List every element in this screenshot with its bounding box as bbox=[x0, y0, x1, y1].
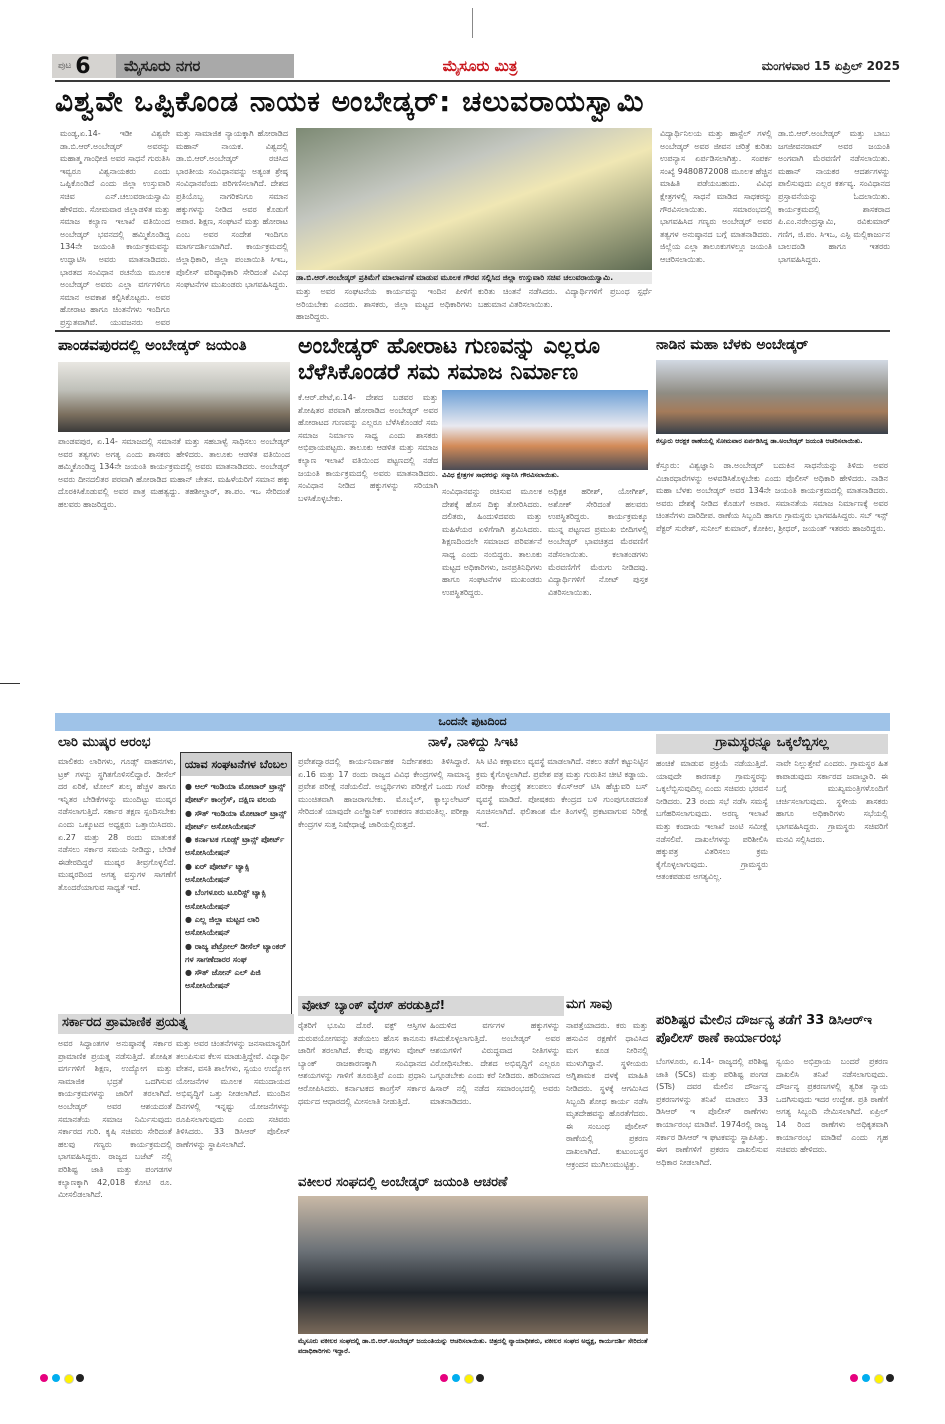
magenta-dot bbox=[850, 1374, 858, 1382]
magenta-dot bbox=[440, 1374, 448, 1382]
section-title: ಮೈಸೂರು ನಗರ bbox=[116, 54, 294, 78]
list-item: ● ಬೆಂಗಳೂರು ಟೂರಿಸ್ಟ್ ಟ್ಯಾಕ್ಸಿ ಅಸೋಸಿಯೇಷನ್ bbox=[185, 886, 287, 913]
magenta-dot bbox=[40, 1374, 48, 1382]
naadina-photo-caption: ಕೆಸ್ತೂರು ಆರಕ್ಷಕ ಠಾಣೆಯಲ್ಲಿ ಸೋಮವಾರ ಏರ್ಪಡಿಸಿದ್ದ ಡಾ.ಅಂಬೇಡ್ಕರ್ ಜಯಂತಿ ಆಚರಿಸಲಾಯಿತು. bbox=[656, 437, 863, 445]
center-column-1: ಕೆ.ಆರ್.ಪೇಟೆ,ಏ.14- ದೇಶದ ಬಡವರ ಮತ್ತು ಶೋಷಿತರ ಪರವಾಗಿ ಹೋರಾಡಿದ ಅಂಬೇಡ್ಕರ್ ಅವರ ಹೋರಾಟದ ಗುಣವನ್ನು ಎಲ್ಲರೂ ಬೆಳೆಸಿಕೊಂಡರೆ ಸಮ ಸಮಾಜ ನಿರ್ಮಾಣ ಸಾಧ್ಯ ಎಂದು ಶಾಸಕರು ಅಭಿಪ್ರಾಯಪಟ್ಟರು. ತಾಲೂಕು ಆಡಳಿತ ಮತ್ತು ಸಮಾಜ ಕಲ್ಯಾಣ ಇಲಾಖೆ ವತಿಯಿಂದ ಪಟ್ಟಣದಲ್ಲಿ ನಡೆದ ಜಯಂತಿ ಕಾರ್ಯಕ್ರಮದಲ್ಲಿ ಅವರು ಮಾತನಾಡಿದರು. ಸಂವಿಧಾನ ನೀಡಿದ ಹಕ್ಕುಗಳನ್ನು ಸರಿಯಾಗಿ ಬಳಸಿಕೊಳ್ಳಬೇಕು. bbox=[298, 393, 438, 503]
lorry-text: ಮಾಲಿಕರು ಲಾರಿಗಳು, ಗೂಡ್ಸ್ ವಾಹನಗಳು, ಟ್ರಕ್ ಗಳನ್ನು ಸ್ಥಗಿತಗೊಳಿಸಲಿದ್ದಾರೆ. ಡೀಸೆಲ್ ದರ ಏರಿಕೆ, ಟೋಲ್ ಶುಲ್ಕ ಹೆಚ್ಚಳ ಹಾಗೂ ಇನ್ನಿತರ ಬೇಡಿಕೆಗಳನ್ನು ಮುಂದಿಟ್ಟು ಮುಷ್ಕರ ನಡೆಸಲಾಗುತ್ತಿದೆ. ಸರ್ಕಾರ ತಕ್ಷಣ ಸ್ಪಂದಿಸಬೇಕು ಎಂದು ಒಕ್ಕೂಟದ ಅಧ್ಯಕ್ಷರು ಒತ್ತಾಯಿಸಿದರು. ಏ.27 ಮತ್ತು 28 ರಂದು ಮಾತುಕತೆ ನಡೆಸಲು ಸರ್ಕಾರ ಸಮಯ ನೀಡಿದ್ದು, ಬೇಡಿಕೆ ಈಡೇರದಿದ್ದರೆ ಮುಷ್ಕರ ತೀವ್ರಗೊಳ್ಳಲಿದೆ. ಮುಷ್ಕರದಿಂದ ಅಗತ್ಯ ವಸ್ತುಗಳ ಸಾಗಣೆಗೆ ತೊಂದರೆಯಾಗುವ ಸಾಧ್ಯತೆ ಇದೆ. bbox=[58, 757, 176, 892]
lorry-headline: ಲಾರಿ ಮುಷ್ಕರ ಆರಂಭ bbox=[58, 735, 151, 750]
registration-dots-right bbox=[850, 1374, 910, 1386]
govt-column-2: ಮತ್ತು ಅವರ ಚಿಂತನೆಗಳನ್ನು ಜನಸಾಮಾನ್ಯರಿಗೆ ತಲುಪಿಸುವ ಕೆಲಸ ಮಾಡುತ್ತಿದ್ದೇವೆ. ವಿದ್ಯಾರ್ಥಿ ವೇತನ, ವಸತಿ ಶಾಲೆಗಳು, ಸ್ವಯಂ ಉದ್ಯೋಗ ಯೋಜನೆಗಳ ಮೂಲಕ ಸಮುದಾಯದ ಅಭಿವೃದ್ಧಿಗೆ ಒತ್ತು ನೀಡಲಾಗಿದೆ. ಮುಂದಿನ ದಿನಗಳಲ್ಲಿ ಇನ್ನಷ್ಟು ಯೋಜನೆಗಳನ್ನು ರೂಪಿಸಲಾಗುವುದು ಎಂದು ಸಚಿವರು ತಿಳಿಸಿದರು. 33 ಡಿಸಿಆರ್ ಪೊಲೀಸ್ ಠಾಣೆಗಳನ್ನು ಸ್ಥಾಪಿಸಲಾಗಿದೆ. bbox=[176, 1039, 290, 1149]
naadina-headline: ನಾಡಿನ ಮಹಾ ಬೆಳಕು ಅಂಬೇಡ್ಕರ್ bbox=[656, 337, 809, 353]
margin-mark bbox=[0, 683, 20, 684]
center-photo bbox=[442, 390, 648, 470]
center-headline: ಅಂಬೇಡ್ಕರ್ ಹೋರಾಟ ಗುಣವನ್ನು ಎಲ್ಲರೂ ಬೆಳೆಸಿಕೊಂಡರೆ ಸಮ ಸಮಾಜ ನಿರ್ಮಾಣ bbox=[298, 334, 601, 385]
villagers-headline: ಗ್ರಾಮಸ್ಥರನ್ನೂ ಒಕ್ಕಲೆಬ್ಬಿಸಲ್ಲ bbox=[656, 734, 888, 754]
list-item: ● ರಾಜ್ಯ ಪೆಟ್ರೋಲ್ ಡೀಸೆಲ್ ಟ್ಯಾಂಕರ್ ಗಳ ಸಾಗಣೆದಾರರ ಸಂಘ bbox=[185, 940, 287, 967]
dcre-column-2: ಸ್ವಯಂ ಅಭಿಪ್ರಾಯ ಬಂದರೆ ಪ್ರಕರಣ ದಾಖಲಿಸಿ ತನಿಖೆ ನಡೆಸಲಾಗುವುದು. ದೌರ್ಜನ್ಯ ಪ್ರಕರಣಗಳಲ್ಲಿ ತ್ವರಿತ ನ್ಯಾಯ ಒದಗಿಸುವುದು ಇದರ ಉದ್ದೇಶ. ಪ್ರತಿ ಠಾಣೆಗೆ ಅಗತ್ಯ ಸಿಬ್ಬಂದಿ ನೇಮಿಸಲಾಗಿದೆ. ಏಪ್ರಿಲ್ 14 ರಿಂದ ಠಾಣೆಗಳು ಅಧಿಕೃತವಾಗಿ ಕಾರ್ಯಾರಂಭ ಮಾಡಿವೆ ಎಂದು ಗೃಹ ಸಚಿವರು ಹೇಳಿದರು. bbox=[776, 1057, 888, 1155]
black-dot bbox=[886, 1374, 894, 1382]
cyan-dot bbox=[862, 1374, 870, 1382]
center-column-3: ಅಧಿಕ್ಷಕ ಹರೀಶ್, ಯೋಗೀಶ್, ಅಶೋಕ್ ಸೇರಿದಂತೆ ಹಲವರು ಉಪಸ್ಥಿತರಿದ್ದರು. ಕಾರ್ಯಕ್ರಮಕ್ಕೂ ಮುನ್ನ ಪಟ್ಟಣದ ಪ್ರಮುಖ ಬೀದಿಗಳಲ್ಲಿ ಅಂಬೇಡ್ಕರ್ ಭಾವಚಿತ್ರದ ಮೆರವಣಿಗೆ ನಡೆಸಲಾಯಿತು. ಕಲಾತಂಡಗಳು ಮೆರವಣಿಗೆಗೆ ಮೆರುಗು ನೀಡಿದವು. ವಿದ್ಯಾರ್ಥಿಗಳಿಗೆ ನೋಟ್ ಪುಸ್ತಕ ವಿತರಿಸಲಾಯಿತು. bbox=[548, 487, 648, 597]
govt-headline: ಸರ್ಕಾರದ ಪ್ರಾಮಾಣಿಕ ಪ್ರಯತ್ನ bbox=[58, 1014, 294, 1034]
list-item: ● ಆಲ್ ಇಂಡಿಯಾ ಮೋಟಾರ್ ಟ್ರಾನ್ಸ್ ಪೋರ್ಟ್ ಕಾಂಗ್ರೆಸ್, ದಕ್ಷಿಣ ವಲಯ bbox=[185, 780, 287, 807]
continued-band: ಒಂದನೇ ಪುಟದಿಂದ bbox=[55, 713, 890, 731]
page-number: 6 bbox=[75, 54, 91, 78]
cet-headline: ನಾಳೆ, ನಾಳಿದ್ದು ಸಿಇಟಿ bbox=[428, 735, 518, 750]
page-label: ಪುಟ bbox=[58, 61, 72, 71]
support-box-title: ಯಾವ ಸಂಘಟನೆಗಳ ಬೆಂಬಲ bbox=[181, 753, 291, 776]
lawyers-headline: ವಕೀಲರ ಸಂಘದಲ್ಲಿ ಅಂಬೇಡ್ಕರ್ ಜಯಂತಿ ಆಚರಣೆ bbox=[298, 1175, 508, 1190]
lead-under-photo-left: ಮತ್ತು ಅವರ ಸಂಘಟನೆಯ ಕಾರ್ಯವನ್ನು ಇಂದಿನ ಪೀಳಿಗೆ ಅರಿಯಬೇಕು ಎಂದರು. ಶಾಸಕರು, ಜಿಲ್ಲಾ ಮಟ್ಟದ ಅಧಿಕಾರಿಗಳು ಹಾಜರಿದ್ದರು. bbox=[296, 287, 472, 322]
section-rule bbox=[55, 330, 890, 332]
list-item: ● ಏರ್ ಪೋರ್ಟ್ ಟ್ಯಾಕ್ಸಿ ಅಸೋಸಿಯೇಷನ್ bbox=[185, 860, 287, 887]
votebank-column-2: ಹಿಂದುಳಿದ ವರ್ಗಗಳ ಹಕ್ಕುಗಳನ್ನು ಕಸಿದುಕೊಳ್ಳಲಾಗುತ್ತಿದೆ. ಅಂಬೇಡ್ಕರ್ ಅವರ ಆಶಯಗಳಿಗೆ ವಿರುದ್ಧವಾದ ನೀತಿಗಳನ್ನು ವಿರೋಧಿಸಬೇಕು. ದೇಶದ ಅಭಿವೃದ್ಧಿಗೆ ಎಲ್ಲರೂ ಒಗ್ಗೂಡಬೇಕು ಎಂದು ಕರೆ ನೀಡಿದರು. ಹರಿಯಾಣದ ಹಿಸಾರ್ ನಲ್ಲಿ ನಡೆದ ಸಮಾರಂಭದಲ್ಲಿ ಅವರು ಮಾತನಾಡಿದರು. bbox=[430, 1021, 560, 1106]
villagers-column-2: ನಾವೇ ನಿಲ್ಲುತ್ತೇವೆ ಎಂದರು. ಗ್ರಾಮಸ್ಥರ ಹಿತ ಕಾಪಾಡುವುದು ಸರ್ಕಾರದ ಜವಾಬ್ದಾರಿ. ಈ ಬಗ್ಗೆ ಮುಖ್ಯಮಂತ್ರಿಗಳೊಂದಿಗೆ ಚರ್ಚಿಸಲಾಗುವುದು. ಸ್ಥಳೀಯ ಶಾಸಕರು ಹಾಗೂ ಅಧಿಕಾರಿಗಳು ಸಭೆಯಲ್ಲಿ ಭಾಗವಹಿಸಿದ್ದರು. ಗ್ರಾಮಸ್ಥರು ಸಚಿವರಿಗೆ ಮನವಿ ಸಲ್ಲಿಸಿದರು. bbox=[776, 759, 888, 844]
lead-photo-caption: ಡಾ.ಬಿ.ಆರ್.ಅಂಬೇಡ್ಕರ್ ಪ್ರತಿಮೆಗೆ ಮಾಲಾರ್ಪಣೆ ಮಾಡುವ ಮೂಲಕ ಗೌರವ ಸಲ್ಲಿಸಿದ ಜಿಲ್ಲಾ ಉಸ್ತುವಾರಿ ಸಚಿವ ಚಲುವರಾಯಸ್ವಾಮಿ. bbox=[296, 272, 652, 284]
registration-dots-center bbox=[440, 1374, 500, 1386]
black-dot bbox=[476, 1374, 484, 1382]
list-item: ● ಎಲ್ಲ ಜಿಲ್ಲಾ ಮಟ್ಟದ ಲಾರಿ ಅಸೋಸಿಯೇಷನ್ bbox=[185, 913, 287, 940]
lead-photo bbox=[296, 128, 652, 270]
lead-column-2: ಮತ್ತು ಸಾಮಾಜಿಕ ನ್ಯಾಯಕ್ಕಾಗಿ ಹೋರಾಡಿದ ಮಹಾನ್ ನಾಯಕ. ವಿಶ್ವದಲ್ಲಿ ಡಾ.ಬಿ.ಆರ್.ಅಂಬೇಡ್ಕರ್ ರಚಿಸಿದ ಭಾರತೀಯ ಸಂವಿಧಾನವನ್ನು ಅತ್ಯಂತ ಶ್ರೇಷ್ಠ ಸಂವಿಧಾನವೆಂದು ಪರಿಗಣಿಸಲಾಗಿದೆ. ದೇಶದ ಪ್ರತಿಯೊಬ್ಬ ನಾಗರಿಕನಿಗೂ ಸಮಾನ ಹಕ್ಕುಗಳನ್ನು ನೀಡಿದ ಅವರ ಕೊಡುಗೆ ಅಪಾರ. ಶಿಕ್ಷಣ, ಸಂಘಟನೆ ಮತ್ತು ಹೋರಾಟ ಎಂಬ ಅವರ ಸಂದೇಶ ಇಂದಿಗೂ ಮಾರ್ಗದರ್ಶಿಯಾಗಿದೆ. ಕಾರ್ಯಕ್ರಮದಲ್ಲಿ ಜಿಲ್ಲಾಧಿಕಾರಿ, ಜಿಲ್ಲಾ ಪಂಚಾಯಿತಿ ಸಿಇಒ, ಪೊಲೀಸ್ ವರಿಷ್ಠಾಧಿಕಾರಿ ಸೇರಿದಂತೆ ವಿವಿಧ ಸಂಘಟನೆಗಳ ಮುಖಂಡರು ಭಾಗವಹಿಸಿದ್ದರು. bbox=[176, 129, 288, 290]
yellow-dot bbox=[874, 1374, 884, 1384]
center-column-2: ಸಂವಿಧಾನವನ್ನು ರಚಿಸುವ ಮೂಲಕ ದೇಶಕ್ಕೆ ಹೊಸ ದಿಕ್ಕು ತೋರಿಸಿದರು. ದಲಿತರು, ಹಿಂದುಳಿದವರು ಮತ್ತು ಮಹಿಳೆಯರ ಏಳಿಗೆಗಾಗಿ ಶ್ರಮಿಸಿದರು. ಶಿಕ್ಷಣದಿಂದಲೇ ಸಮಾಜದ ಪರಿವರ್ತನೆ ಸಾಧ್ಯ ಎಂದು ನಂಬಿದ್ದರು. ತಾಲೂಕು ಮಟ್ಟದ ಅಧಿಕಾರಿಗಳು, ಜನಪ್ರತಿನಿಧಿಗಳು ಹಾಗೂ ಸಂಘಟನೆಗಳ ಮುಖಂಡರು ಉಪಸ್ಥಿತರಿದ್ದರು. bbox=[442, 487, 542, 597]
dcre-headline: ಪರಿಶಿಷ್ಟರ ಮೇಲಿನ ದೌರ್ಜನ್ಯ ತಡೆಗೆ 33 ಡಿಸಿಆರ್‌ಇ ಪೊಲೀಸ್ ಠಾಣೆ ಕಾರ್ಯಾರಂಭ bbox=[656, 1013, 873, 1046]
pandavapura-headline: ಪಾಂಡವಪುರದಲ್ಲಿ ಅಂಬೇಡ್ಕರ್ ಜಯಂತಿ bbox=[58, 336, 247, 354]
lead-column-4: ವಿದ್ಯಾರ್ಥಿನಿಲಯ ಮತ್ತು ಹಾಸ್ಟೆಲ್ ಗಳಲ್ಲಿ ಅಂಬೇಡ್ಕರ್ ಅವರ ಜೀವನ ಚರಿತ್ರೆ ಕುರಿತು ಉಪನ್ಯಾಸ ಏರ್ಪಡಿಸಲಾಗಿತ್ತು. ಸಂಪರ್ಕ ಸಂಖ್ಯೆ 9480872008 ಮೂಲಕ ಹೆಚ್ಚಿನ ಮಾಹಿತಿ ಪಡೆಯಬಹುದು. ವಿವಿಧ ಕ್ಷೇತ್ರಗಳಲ್ಲಿ ಸಾಧನೆ ಮಾಡಿದ ಸಾಧಕರನ್ನು ಗೌರವಿಸಲಾಯಿತು. ಸಮಾರಂಭದಲ್ಲಿ ಭಾಗವಹಿಸಿದ ಗಣ್ಯರು ಅಂಬೇಡ್ಕರ್ ಅವರ ತತ್ವಗಳ ಅನುಷ್ಠಾನದ ಬಗ್ಗೆ ಮಾತನಾಡಿದರು. ಜಿಲ್ಲೆಯ ಎಲ್ಲಾ ತಾಲೂಕುಗಳಲ್ಲೂ ಜಯಂತಿ ಆಚರಿಸಲಾಯಿತು. bbox=[660, 129, 772, 264]
yellow-dot bbox=[64, 1374, 74, 1384]
list-item: ● ಸೌತ್ ಜೋನ್ ಎಲ್ ಪಿಜಿ ಅಸೋಸಿಯೇಷನ್ bbox=[185, 966, 287, 993]
votebank-column-1: ರೈತರಿಗೆ ಭೂಮಿ ದೊರೆ. ವಕ್ಫ್ ಆಸ್ತಿಗಳ ದುರುಪಯೋಗವನ್ನು ತಡೆಯಲು ಹೊಸ ಕಾನೂನು ಜಾರಿಗೆ ತರಲಾಗಿದೆ. ಕೆಲವು ಪಕ್ಷಗಳು ವೋಟ್ ಬ್ಯಾಂಕ್ ರಾಜಕಾರಣಕ್ಕಾಗಿ ಸಂವಿಧಾನದ ಆಶಯಗಳನ್ನು ಗಾಳಿಗೆ ತೂರುತ್ತಿವೆ ಎಂದು ಪ್ರಧಾನಿ ಆರೋಪಿಸಿದರು. ಕರ್ನಾಟಕದ ಕಾಂಗ್ರೆಸ್ ಸರ್ಕಾರ ಧರ್ಮದ ಆಧಾರದಲ್ಲಿ ಮೀಸಲಾತಿ ನೀಡುತ್ತಿದೆ. bbox=[298, 1021, 426, 1106]
support-box bbox=[180, 752, 292, 1016]
center-photo-caption: ವಿವಿಧ ಕ್ಷೇತ್ರಗಳ ಸಾಧಕರನ್ನು ಸನ್ಮಾನಿಸಿ ಗೌರವಿಸಲಾಯಿತು. bbox=[442, 471, 560, 479]
lead-under-photo-right: ಕುರಿತು ಚಿಂತನೆ ನಡೆಸಿದರು. ವಿದ್ಯಾರ್ಥಿಗಳಿಗೆ ಪ್ರಬಂಧ ಸ್ಪರ್ಧೆ ಬಹುಮಾನ ವಿತರಿಸಲಾಯಿತು. bbox=[478, 287, 652, 309]
son-death-headline: ಮಗ ಸಾವು bbox=[566, 997, 613, 1012]
pandavapura-text: ಪಾಂಡವಪುರ, ಏ.14- ಸಮಾಜದಲ್ಲಿ ಸಮಾನತೆ ಮತ್ತು ಸಹಬಾಳ್ವೆ ಸಾಧಿಸಲು ಅಂಬೇಡ್ಕರ್ ಅವರ ತತ್ವಗಳು ಅಗತ್ಯ ಎಂದು ಶಾಸಕರು ಹೇಳಿದರು. ತಾಲೂಕು ಆಡಳಿತ ವತಿಯಿಂದ ಹಮ್ಮಿಕೊಂಡಿದ್ದ 134ನೇ ಜಯಂತಿ ಕಾರ್ಯಕ್ರಮದಲ್ಲಿ ಅವರು ಮಾತನಾಡಿದರು. ಅಂಬೇಡ್ಕರ್ ಅವರು ದೀನದಲಿತರ ಪರವಾಗಿ ಹೋರಾಡಿದ ಮಹಾನ್ ಚೇತನ. ಮಹಿಳೆಯರಿಗೆ ಸಮಾನ ಹಕ್ಕು ದೊರಕಿಸಿಕೊಡುವಲ್ಲಿ ಅವರ ಪಾತ್ರ ಮಹತ್ವದ್ದು. ತಹಶೀಲ್ದಾರ್, ತಾ.ಪಂ. ಇಒ ಸೇರಿದಂತೆ ಹಲವರು ಹಾಜರಿದ್ದರು. bbox=[58, 437, 290, 509]
govt-column-1: ಅವರ ಸಿದ್ಧಾಂತಗಳ ಅನುಷ್ಠಾನಕ್ಕೆ ಸರ್ಕಾರ ಪ್ರಾಮಾಣಿಕ ಪ್ರಯತ್ನ ನಡೆಸುತ್ತಿದೆ. ಶೋಷಿತ ವರ್ಗಗಳಿಗೆ ಶಿಕ್ಷಣ, ಉದ್ಯೋಗ ಮತ್ತು ಸಾಮಾಜಿಕ ಭದ್ರತೆ ಒದಗಿಸುವ ಕಾರ್ಯಕ್ರಮಗಳನ್ನು ಜಾರಿಗೆ ತರಲಾಗಿದೆ. ಅಂಬೇಡ್ಕರ್ ಅವರ ಆಶಯದಂತೆ ಸಮಾನತೆಯ ಸಮಾಜ ನಿರ್ಮಿಸುವುದು ಸರ್ಕಾರದ ಗುರಿ. ಕೃಷಿ ಸಚಿವರು ಸೇರಿದಂತೆ ಹಲವು ಗಣ್ಯರು ಕಾರ್ಯಕ್ರಮದಲ್ಲಿ ಭಾಗವಹಿಸಿದ್ದರು. ರಾಜ್ಯದ ಬಜೆಟ್ ನಲ್ಲಿ ಪರಿಶಿಷ್ಟ ಜಾತಿ ಮತ್ತು ಪಂಗಡಗಳ ಕಲ್ಯಾಣಕ್ಕಾಗಿ 42,018 ಕೋಟಿ ರೂ. ಮೀಸಲಿಡಲಾಗಿದೆ. bbox=[58, 1039, 172, 1200]
lawyers-photo bbox=[298, 1196, 648, 1334]
list-item: ● ಸೌತ್ ಇಂಡಿಯಾ ಮೋಟಾರ್ ಟ್ರಾನ್ಸ್ ಪೋರ್ಟ್ ಅಸೋಸಿಯೇಷನ್ bbox=[185, 807, 287, 834]
masthead-logo: ಮೈಸೂರು ಮಿತ್ರ bbox=[442, 57, 518, 75]
son-death-text: ನಾಪತ್ತೆಯಾದರು. ಕರು ಮತ್ತು ಹಸುವಿನ ರಕ್ಷಣೆಗೆ ಧಾವಿಸಿದ ಮಗ ಕೂಡ ನೀರಿನಲ್ಲಿ ಮುಳುಗಿದ್ದಾನೆ. ಸ್ಥಳೀಯರು ಅಗ್ನಿಶಾಮಕ ದಳಕ್ಕೆ ಮಾಹಿತಿ ನೀಡಿದರು. ಸ್ಥಳಕ್ಕೆ ಆಗಮಿಸಿದ ಸಿಬ್ಬಂದಿ ಶೋಧ ಕಾರ್ಯ ನಡೆಸಿ ಮೃತದೇಹವನ್ನು ಹೊರತೆಗೆದರು. ಈ ಸಂಬಂಧ ಪೊಲೀಸ್ ಠಾಣೆಯಲ್ಲಿ ಪ್ರಕರಣ ದಾಖಲಾಗಿದೆ. ಕುಟುಂಬಸ್ಥರ ಆಕ್ರಂದನ ಮುಗಿಲುಮುಟ್ಟಿತ್ತು. bbox=[566, 1021, 648, 1169]
votebank-headline: ವೋಟ್ ಬ್ಯಾಂಕ್ ವೈರಸ್ ಹರಡುತ್ತಿದೆ! bbox=[298, 996, 564, 1016]
naadina-text: ಕೆಸ್ತೂರು: ವಿಶ್ವಜ್ಞಾನಿ ಡಾ.ಅಂಬೇಡ್ಕರ್ ಬದುಕಿನ ಸಾಧನೆಯನ್ನು ತಿಳಿದು ಅವರ ವಿಚಾರಧಾರೆಗಳನ್ನು ಅಳವಡಿಸಿಕೊಳ್ಳಬೇಕು ಎಂದು ಪೊಲೀಸ್ ಅಧಿಕಾರಿ ಹೇಳಿದರು. ನಾಡಿನ ಮಹಾ ಬೆಳಕು ಅಂಬೇಡ್ಕರ್ ಅವರ 134ನೇ ಜಯಂತಿ ಕಾರ್ಯಕ್ರಮದಲ್ಲಿ ಮಾತನಾಡಿದರು. ಅವರು ದೇಶಕ್ಕೆ ನೀಡಿದ ಕೊಡುಗೆ ಅಪಾರ. ಸಮಾನತೆಯ ಸಮಾಜ ನಿರ್ಮಾಣಕ್ಕೆ ಅವರ ಚಿಂತನೆಗಳು ದಾರಿದೀಪ. ಠಾಣೆಯ ಸಿಬ್ಬಂದಿ ಹಾಗೂ ಗ್ರಾಮಸ್ಥರು ಭಾಗವಹಿಸಿದ್ದರು. ಸಬ್ ಇನ್ಸ್ ಪೆಕ್ಟರ್ ಸುರೇಶ್, ಸುನೀಲ್ ಕುಮಾರ್, ಕೋಕಿಲ, ಶ್ರೀಧರ್, ಜಯಂತ್ ಇತರರು ಹಾಜರಿದ್ದರು. bbox=[656, 461, 888, 533]
lead-column-5: ಡಾ.ಬಿ.ಆರ್.ಅಂಬೇಡ್ಕರ್ ಮತ್ತು ಬಾಬು ಜಗಜೀವನರಾಮ್ ಅವರ ಜಯಂತಿ ಅಂಗವಾಗಿ ಮೆರವಣಿಗೆ ನಡೆಸಲಾಯಿತು. ಮಹಾನ್ ನಾಯಕರ ಆದರ್ಶಗಳನ್ನು ಪಾಲಿಸುವುದು ಎಲ್ಲರ ಕರ್ತವ್ಯ. ಸಂವಿಧಾನದ ಪ್ರಸ್ತಾವನೆಯನ್ನು ಓದಲಾಯಿತು. ಕಾರ್ಯಕ್ರಮದಲ್ಲಿ ಶಾಸಕರಾದ ಪಿ.ಎಂ.ನರೇಂದ್ರಸ್ವಾಮಿ, ರವಿಕುಮಾರ್ ಗಣಿಗ, ಜಿ.ಪಂ. ಸಿಇಒ, ಎಸ್ಪಿ ಮಲ್ಲಿಕಾರ್ಜುನ ಬಾಲದಂಡಿ ಹಾಗೂ ಇತರರು ಭಾಗವಹಿಸಿದ್ದರು. bbox=[778, 129, 890, 264]
yellow-dot bbox=[464, 1374, 474, 1384]
cet-column-1: ಪ್ರವೇಶದ್ವಾರದಲ್ಲಿ ಕಾರ್ಯನಿರ್ವಾಹಕ ನಿರ್ದೇಶಕರು ತಿಳಿಸಿದ್ದಾರೆ. ಏ.16 ಮತ್ತು 17 ರಂದು ರಾಜ್ಯದ ವಿವಿಧ ಕೇಂದ್ರಗಳಲ್ಲಿ ಸಾಮಾನ್ಯ ಪ್ರವೇಶ ಪರೀಕ್ಷೆ ನಡೆಯಲಿದೆ. ಅಭ್ಯರ್ಥಿಗಳು ಪರೀಕ್ಷೆಗೆ ಒಂದು ಗಂಟೆ ಮುಂಚಿತವಾಗಿ ಹಾಜರಾಗಬೇಕು. ಮೊಬೈಲ್, ಕ್ಯಾಲ್ಕುಲೇಟರ್ ಸೇರಿದಂತೆ ಯಾವುದೇ ಎಲೆಕ್ಟ್ರಾನಿಕ್ ಉಪಕರಣ ತರುವಂತಿಲ್ಲ. ಪರೀಕ್ಷಾ ಕೇಂದ್ರಗಳ ಸುತ್ತ ನಿಷೇಧಾಜ್ಞೆ ಜಾರಿಯಲ್ಲಿರುತ್ತದೆ. bbox=[298, 757, 470, 829]
pandavapura-photo bbox=[58, 362, 290, 432]
villagers-column-1: ಹಂಚಿಕೆ ಮಾಡುವ ಪ್ರಕ್ರಿಯೆ ನಡೆಯುತ್ತಿದೆ. ಯಾವುದೇ ಕಾರಣಕ್ಕೂ ಗ್ರಾಮಸ್ಥರನ್ನು ಒಕ್ಕಲೆಬ್ಬಿಸುವುದಿಲ್ಲ ಎಂದು ಸಚಿವರು ಭರವಸೆ ನೀಡಿದರು. 23 ರಂದು ಸಭೆ ನಡೆಸಿ ಸಮಸ್ಯೆ ಬಗೆಹರಿಸಲಾಗುವುದು. ಅರಣ್ಯ ಇಲಾಖೆ ಮತ್ತು ಕಂದಾಯ ಇಲಾಖೆ ಜಂಟಿ ಸಮೀಕ್ಷೆ ನಡೆಸಲಿವೆ. ದಾಖಲೆಗಳನ್ನು ಪರಿಶೀಲಿಸಿ ಹಕ್ಕುಪತ್ರ ವಿತರಿಸಲು ಕ್ರಮ ಕೈಗೊಳ್ಳಲಾಗುವುದು. ಗ್ರಾಮಸ್ಥರು ಆತಂಕಪಡುವ ಅಗತ್ಯವಿಲ್ಲ. bbox=[656, 759, 768, 882]
support-list bbox=[181, 776, 291, 997]
lead-column-1: ಮಂಡ್ಯ,ಏ.14- ಇಡೀ ವಿಶ್ವವೇ ಡಾ.ಬಿ.ಆರ್.ಅಂಬೇಡ್ಕರ್ ಅವರನ್ನು ಮಹಾತ್ಮ ಗಾಂಧೀಜಿ ಅವರ ಸಾಧನೆ ಗುರುತಿಸಿ ಇವ್ವರೂ ವಿಶ್ವನಾಯಕರು ಎಂದು ಒಪ್ಪಿಕೊಂಡಿದೆ ಎಂದು ಜಿಲ್ಲಾ ಉಸ್ತುವಾರಿ ಸಚಿವ ಎನ್.ಚಲುವರಾಯಸ್ವಾಮಿ ಹೇಳಿದರು. ಸೋಮವಾರ ಜಿಲ್ಲಾಡಳಿತ ಮತ್ತು ಸಮಾಜ ಕಲ್ಯಾಣ ಇಲಾಖೆ ವತಿಯಿಂದ ಅಂಬೇಡ್ಕರ್ ಭವನದಲ್ಲಿ ಹಮ್ಮಿಕೊಂಡಿದ್ದ 134ನೇ ಜಯಂತಿ ಕಾರ್ಯಕ್ರಮವನ್ನು ಉದ್ಘಾಟಿಸಿ ಅವರು ಮಾತನಾಡಿದರು. ಭಾರತದ ಸಂವಿಧಾನ ರಚನೆಯ ಮೂಲಕ ಅಂಬೇಡ್ಕರ್ ಅವರು ಎಲ್ಲಾ ವರ್ಗಗಳಿಗೂ ಸಮಾನ ಅವಕಾಶ ಕಲ್ಪಿಸಿಕೊಟ್ಟರು. ಅವರ ಹೋರಾಟ ಹಾಗೂ ಚಿಂತನೆಗಳು ಇಂದಿಗೂ ಪ್ರಸ್ತುತವಾಗಿವೆ. ಯುವಜನರು ಅವರ bbox=[60, 129, 170, 327]
registration-dots-left bbox=[40, 1374, 100, 1386]
naadina-photo bbox=[656, 360, 888, 434]
lawyers-photo-caption: ಮೈಸೂರು ವಕೀಲರ ಸಂಘದಲ್ಲಿ ಡಾ.ಬಿ.ಆರ್.ಅಂಬೇಡ್ಕರ್ ಜಯಂತಿಯನ್ನು ಆಚರಿಸಲಾಯಿತು. ಚಿತ್ರದಲ್ಲಿ ನ್ಯಾಯಾಧೀಶರು, ವಕೀಲರ ಸಂಘದ ಅಧ್ಯಕ್ಷ, ಕಾರ್ಯದರ್ಶಿ ಸೇರಿದಂತೆ ಪದಾಧಿಕಾರಿಗಳು ಇದ್ದಾರೆ. bbox=[298, 1337, 648, 1355]
dcre-column-1: ಬೆಂಗಳೂರು, ಏ.14- ರಾಜ್ಯದಲ್ಲಿ ಪರಿಶಿಷ್ಟ ಜಾತಿ (SCs) ಮತ್ತು ಪರಿಶಿಷ್ಟ ಪಂಗಡ (STs) ದವರ ಮೇಲಿನ ದೌರ್ಜನ್ಯ ಪ್ರಕರಣಗಳನ್ನು ತನಿಖೆ ಮಾಡಲು 33 ಡಿಸಿಆರ್ ಇ ಪೊಲೀಸ್ ಠಾಣೆಗಳು ಕಾರ್ಯಾರಂಭ ಮಾಡಿವೆ. 1974ರಲ್ಲಿ ರಾಜ್ಯ ಸರ್ಕಾರ ಡಿಸಿಆರ್ ಇ ಘಟಕವನ್ನು ಸ್ಥಾಪಿಸಿತ್ತು. ಈಗ ಠಾಣೆಗಳಿಗೆ ಪ್ರಕರಣ ದಾಖಲಿಸುವ ಅಧಿಕಾರ ನೀಡಲಾಗಿದೆ. bbox=[656, 1057, 768, 1167]
lead-headline: ವಿಶ್ವವೇ ಒಪ್ಪಿಕೊಂಡ ನಾಯಕ ಅಂಬೇಡ್ಕರ್: ಚಲುವರಾಯಸ್ವಾಮಿ bbox=[55, 85, 645, 118]
cyan-dot bbox=[52, 1374, 60, 1382]
black-dot bbox=[76, 1374, 84, 1382]
list-item: ● ಕರ್ನಾಟಕ ಗೂಡ್ಸ್ ಟ್ರಾನ್ಸ್ ಪೋರ್ಟ್ ಅಸೋಸಿಯೇಷನ್ bbox=[185, 833, 287, 860]
cet-column-2: ಸಿಸಿ ಟಿವಿ ಕಣ್ಗಾವಲು ವ್ಯವಸ್ಥೆ ಮಾಡಲಾಗಿದೆ. ನಕಲು ತಡೆಗೆ ಕಟ್ಟುನಿಟ್ಟಿನ ಕ್ರಮ ಕೈಗೊಳ್ಳಲಾಗಿದೆ. ಪ್ರವೇಶ ಪತ್ರ ಮತ್ತು ಗುರುತಿನ ಚೀಟಿ ಕಡ್ಡಾಯ. ಪರೀಕ್ಷಾ ಕೇಂದ್ರಕ್ಕೆ ತಲುಪಲು ಕೆಎಸ್ಆರ್ ಟಿಸಿ ಹೆಚ್ಚುವರಿ ಬಸ್ ವ್ಯವಸ್ಥೆ ಮಾಡಿದೆ. ಪೋಷಕರು ಕೇಂದ್ರದ ಬಳಿ ಗುಂಪುಗೂಡದಂತೆ ಸೂಚಿಸಲಾಗಿದೆ. ಫಲಿತಾಂಶ ಮೇ ತಿಂಗಳಲ್ಲಿ ಪ್ರಕಟವಾಗುವ ನಿರೀಕ್ಷೆ ಇದೆ. bbox=[476, 757, 648, 829]
dateline: ಮಂಗಳವಾರ 15 ಏಪ್ರಿಲ್ 2025 bbox=[761, 59, 900, 73]
crop-mark bbox=[472, 8, 473, 38]
cyan-dot bbox=[452, 1374, 460, 1382]
